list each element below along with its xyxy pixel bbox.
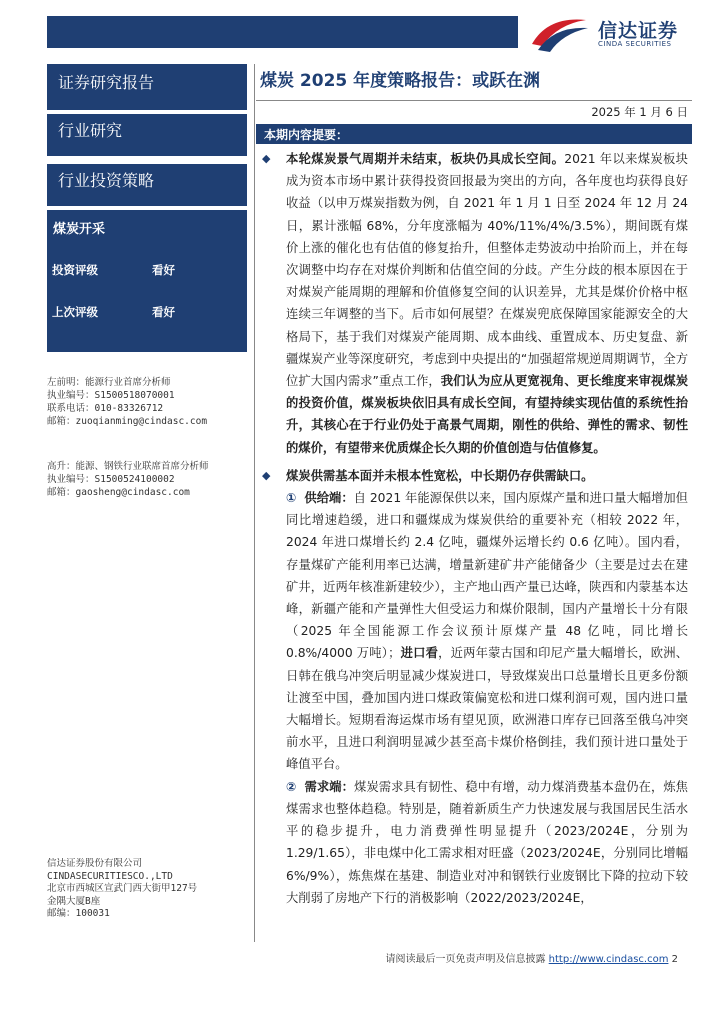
- demand-number: ②: [286, 779, 297, 794]
- analyst1-line: 联系电话：010-83326712: [47, 403, 164, 414]
- logo-text-cn: 信达证券: [598, 20, 679, 42]
- company-line: 金隅大厦B座: [47, 895, 101, 907]
- company-info: [47, 858, 247, 921]
- sector-label: 煤炭开采: [53, 222, 106, 237]
- analyst2-line: 执业编号：S1500524100002: [47, 474, 175, 485]
- analyst1-line: 左前明：能源行业首席分析师: [47, 377, 171, 388]
- demand-section: [262, 776, 688, 909]
- summary-header: [256, 124, 692, 144]
- supply-label: 供给端：: [304, 491, 354, 506]
- website-link[interactable]: http://www.cindasc.com: [548, 954, 669, 965]
- page-number: 2: [671, 954, 678, 965]
- analyst-info-2: [47, 460, 247, 499]
- industry-research-label: 行业研究: [47, 114, 247, 156]
- point-1: [262, 148, 688, 459]
- analyst1-line[interactable]: 邮箱：zuoqianming@cindasc.com: [47, 416, 208, 427]
- analyst2-line[interactable]: 邮箱：gaosheng@cindasc.com: [47, 487, 190, 498]
- footer: [385, 950, 678, 965]
- demand-text: 煤炭需求具有韧性、稳中有增，动力煤消费基本盘仍在，炼焦煤需求也整体趋稳。特别是，随着新质生产力快速发展与我国居民生活水平的稳步提升，电力消费弹性明显提升（2023/2024E，分别为 1.29/1.65），非电煤中化工需求相对旺盛（2023/2024E，分别同比增幅 6%/9%），炼焦煤在基建、制造业对冲和钢铁行业废钢比下降的拉动下较大削弱了房地产下行的消极影响（2022/2023/2024E，: [286, 779, 688, 905]
- company-line: 信达证券股份有限公司: [47, 858, 143, 869]
- title-divider: [256, 100, 692, 101]
- point-1-text: 2021 年以来煤炭板块成为资本市场中累计获得投资回报最为突出的方向，各年度也均获得良好收益（以申万煤炭指数为例，自 2021 年 1 月 1 日至 2024 年 12 月 24 日，累计涨幅 68%，分年度涨幅为 40%/11%/4%/3.5%），期间既有煤价上涨的催化也有估值的修复抬升，但整体走势波动中抬阶而上，并在每次调整中均存在对煤价判断和估值空间的分歧。产生分歧的根本原因在于对煤炭产能周期的理解和价值修复空间的认识差异，尤其是煤价价格中枢连续三年调整的当下。后市如何展望？在煤炭兜底保障国家能源安全的大格局下，基于我们对煤炭产能周期、成本曲线、重置成本、历史复盘、新疆煤炭产业等深度研究，考虑到中央提出的“加强超常规逆周期调节，全方位扩大国内需求”重点工作，: [286, 152, 688, 389]
- import-label: 进口看: [400, 646, 439, 661]
- rating-panel: [47, 210, 247, 352]
- header-bar: [47, 16, 518, 48]
- diamond-bullet-icon: ◆: [262, 152, 271, 165]
- rating-value: 看好: [152, 263, 175, 277]
- analyst2-line: 高升：能源、钢铁行业联席首席分析师: [47, 461, 209, 472]
- report-title: 煤炭 2025 年度策略报告：或跃在渊: [260, 71, 541, 91]
- summary-label: 本期内容提要：: [264, 128, 349, 142]
- supply-text: 自 2021 年能源保供以来，国内原煤产量和进口量大幅增加但同比增速趋缓，进口和疆煤成为煤炭供给的重要补充（相较 2022 年，2024 年进口煤增长约 2.4 亿吨，疆煤外运增长约 0.6 亿吨）。国内看，存量煤矿产能利用率已达满，增量新建矿井产能储备少（主要是过去在建矿井，近两年核准新建较少），主产地山西产量已达峰，陕西和内蒙基本达峰，新疆产能和产量弹性大但受运力和煤价限制，国内产量增长十分有限（2025 年全国能源工作会议预计原煤产量 48 亿吨，同比增长 0.8%/4000 万吨）；: [286, 491, 688, 661]
- company-logo: [528, 14, 718, 54]
- company-line: 北京市西城区宣武门西大街甲127号: [47, 883, 198, 894]
- supply-section: [262, 487, 688, 776]
- company-line: 邮编：100031: [47, 908, 110, 919]
- prev-rating-value: 看好: [152, 305, 175, 319]
- logo-mark-icon: [528, 14, 590, 54]
- report-date: 2025 年 1 月 6 日: [591, 105, 688, 119]
- analyst-info-1: [47, 376, 247, 428]
- supply-number: ①: [286, 491, 297, 506]
- strategy-label: 行业投资策略: [47, 164, 247, 206]
- rating-label: 投资评级: [52, 263, 98, 277]
- prev-rating-label: 上次评级: [52, 305, 98, 319]
- point-2: [262, 465, 688, 487]
- disclaimer-note: 请阅读最后一页免责声明及信息披露: [385, 954, 546, 965]
- report-type-label: 证券研究报告: [47, 64, 247, 110]
- logo-text-en: CINDA SECURITIES: [598, 40, 672, 48]
- summary-content: [262, 148, 688, 909]
- point-1-conclusion: 我们认为应从更宽视角、更长维度来审视煤炭的投资价值，煤炭板块依旧具有成长空间，有望持续实现估值的系统性抬升，其核心在于行业仍处于高景气周期，刚性的供给、弹性的需求、韧性的煤价，有望带来优质煤企长久期的价值创造与估值修复。: [286, 374, 688, 455]
- company-line: CINDASECURITIESCO.,LTD: [47, 870, 173, 882]
- import-text: ，近两年蒙古国和印尼产量大幅增长，欧洲、日韩在俄乌冲突后明显减少煤炭进口，导致煤炭出口总量增长且更多份额让渡至中国，叠加国内进口煤政策偏宽松和进口煤利润可观，国内进口量大幅增长。短期看海运煤市场有望见顶，欧洲港口库存已回落至俄乌冲突前水平，且进口利润明显减少甚至高卡煤价格倒挂，我们预计进口量处于峰值平台。: [286, 646, 688, 772]
- diamond-bullet-icon: ◆: [262, 468, 271, 482]
- column-divider: [254, 64, 255, 942]
- analyst1-line: 执业编号：S1500518070001: [47, 390, 175, 401]
- demand-label: 需求端：: [304, 779, 354, 794]
- point-2-heading: 煤炭供需基本面并未根本性宽松，中长期仍存供需缺口。: [286, 468, 594, 483]
- point-1-heading: 本轮煤炭景气周期并未结束，板块仍具成长空间。: [286, 152, 565, 166]
